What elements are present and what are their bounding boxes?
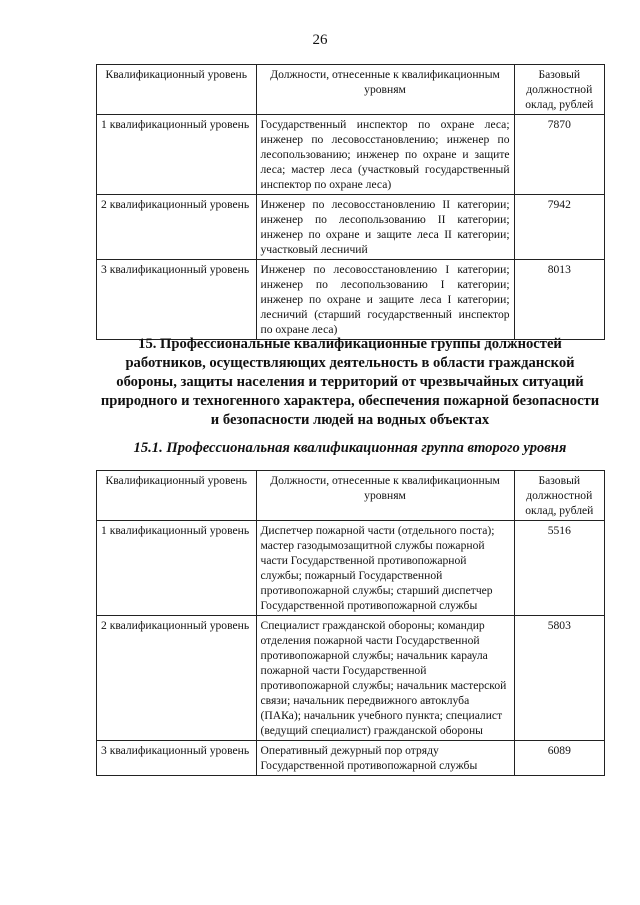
qualification-table-forestry — [96, 64, 605, 340]
positions-cell: Государственный инспектор по охране леса; инженер по лесовосстановлению; инженер по лесопользованию; инженер по охране и защите леса; мастер леса (участковый государственный инспектор по охране леса) — [256, 115, 514, 195]
salary-cell: 5516 — [514, 521, 604, 616]
header-positions: Должности, отнесенные к квалификационным уровням — [256, 65, 514, 115]
qualification-table-civil-defense — [96, 470, 605, 776]
header-positions: Должности, отнесенные к квалификационным уровням — [256, 471, 514, 521]
table-row — [97, 115, 605, 195]
table-header-row — [97, 65, 605, 115]
section-title-line: и безопасности людей на водных объектах — [210, 412, 490, 428]
subsection-title: 15.1. Профессиональная квалификационная группа второго уровня — [133, 440, 567, 456]
positions-cell: Специалист гражданской обороны; командир отделения пожарной части Государственной противопожарной службы; начальник караула пожарной части Государственной противопожарной службы; начальник мастерской связи; начальник передвижного автоклуба (ПАКа); начальник учебного пункта; специалист (ведущий специалист) гражданской обороны — [256, 616, 514, 741]
section-title-line: 15. Профессиональные квалификационные группы должностей — [138, 336, 562, 352]
salary-cell: 7942 — [514, 195, 604, 260]
level-cell: 1 квалификационный уровень — [97, 521, 257, 616]
table-row — [97, 195, 605, 260]
section-title-line: работников, осуществляющих деятельность в области гражданской — [125, 355, 575, 371]
section-title-line: природного и техногенного характера, обеспечения пожарной безопасности — [100, 393, 600, 409]
table-row — [97, 616, 605, 741]
level-cell: 3 квалификационный уровень — [97, 260, 257, 340]
positions-cell: Диспетчер пожарной части (отдельного поста); мастер газодымозащитной службы пожарной части Государственной противопожарной службы; пожарный Государственной противопожарной службы; старший диспетчер Государственной противопожарной службы — [256, 521, 514, 616]
level-cell: 2 квалификационный уровень — [97, 195, 257, 260]
table-row — [97, 260, 605, 340]
section-title — [90, 335, 610, 430]
positions-cell: Инженер по лесовосстановлению I категории; инженер по лесопользованию I категории; инженер по охране и защите леса I категории; лесничий (старший государственный инспектор по охране леса) — [256, 260, 514, 340]
section-title-line: обороны, защиты населения и территорий от чрезвычайных ситуаций — [116, 374, 584, 390]
salary-cell: 7870 — [514, 115, 604, 195]
salary-cell: 6089 — [514, 741, 604, 776]
salary-cell: 8013 — [514, 260, 604, 340]
table-header-row — [97, 471, 605, 521]
level-cell: 2 квалификационный уровень — [97, 616, 257, 741]
page-number: 26 — [312, 32, 328, 48]
table-row — [97, 521, 605, 616]
level-cell: 1 квалификационный уровень — [97, 115, 257, 195]
header-salary: Базовый должностной оклад, рублей — [514, 65, 604, 115]
table-row — [97, 741, 605, 776]
salary-cell: 5803 — [514, 616, 604, 741]
header-level: Квалификационный уровень — [97, 65, 257, 115]
positions-cell: Инженер по лесовосстановлению II категории; инженер по лесопользованию II категории; инженер по охране и защите леса II категории; участковый лесничий — [256, 195, 514, 260]
level-cell: 3 квалификационный уровень — [97, 741, 257, 776]
header-salary: Базовый должностной оклад, рублей — [514, 471, 604, 521]
positions-cell: Оперативный дежурный пор отряду Государственной противопожарной службы — [256, 741, 514, 776]
header-level: Квалификационный уровень — [97, 471, 257, 521]
